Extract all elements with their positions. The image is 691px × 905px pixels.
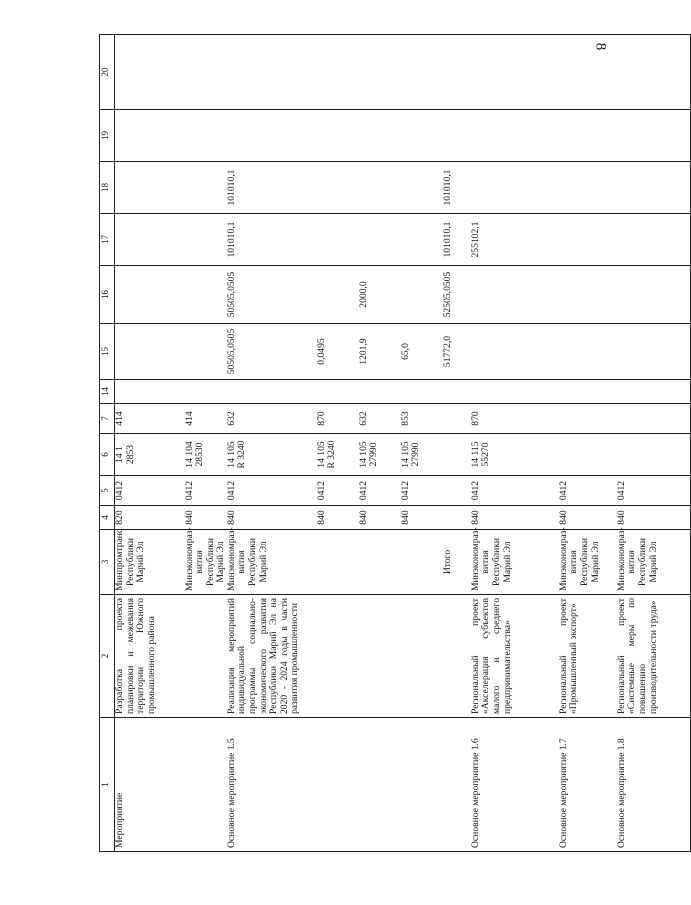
table-cell-c7: 870 [317,404,359,434]
table-row [115,35,185,852]
table-cell-c1: Основное мероприятие 1.7 [559,718,617,852]
table-cell-c1 [443,718,471,852]
table-cell-c2 [359,595,401,718]
table-cell-c2 [185,595,227,718]
table-cell-c1 [359,718,401,852]
table-cell-c14 [471,380,559,404]
table-cell-c2: Реализация мероприятий индивидуальной программы социально-экономического развития Республики Марий Эл на 2020 - 2024 годы в части развития промышленности [227,595,317,718]
table-cell-c7: 414 [115,404,185,434]
table-cell-c15 [115,324,185,380]
table-cell-c1: Основное мероприятие 1.6 [471,718,559,852]
table-cell-c5: 0412 [617,476,691,506]
table-cell-c19 [317,110,359,162]
table-cell-c4: 840 [359,506,401,530]
table-cell-c1: Мероприятие [115,718,185,852]
table-cell-c20 [471,35,559,110]
table-cell-c4: 820 [115,506,185,530]
table-cell-c17: 101010,1 [227,214,317,266]
table-cell-c4: 840 [617,506,691,530]
col-header: 16 [100,266,115,324]
table-cell-c15: 0,0495 [317,324,359,380]
col-header: 18 [100,162,115,214]
table-cell-c15: 50505,0505 [227,324,317,380]
table-cell-c16 [317,266,359,324]
table-cell-c20 [227,35,317,110]
table-cell-c14 [115,380,185,404]
table-cell-c14 [317,380,359,404]
table-cell-c6: 14 104 28530 [185,434,227,476]
table-cell-c20 [617,35,691,110]
table-cell-c16 [401,266,443,324]
table-cell-c2: Разработка проекта планировки и межевания территории Южного промышленного района [115,595,185,718]
table-cell-c14 [227,380,317,404]
table-cell-c3 [359,530,401,595]
table-cell-c7 [559,404,617,434]
table-row [443,35,471,852]
table-cell-c3: Минпромтранс Республики Марий Эл [115,530,185,595]
col-header: 17 [100,214,115,266]
table-cell-c19 [617,110,691,162]
col-header: 3 [100,530,115,595]
table-cell-c16: 2000,0 [359,266,401,324]
table-cell-c20 [359,35,401,110]
table-cell-c15 [471,324,559,380]
table-cell-c16 [471,266,559,324]
table-cell-c15 [559,324,617,380]
table-cell-c7 [443,404,471,434]
header-row [100,35,115,852]
page-number: 8 [592,42,609,51]
col-header: 4 [100,506,115,530]
table-cell-c2: Региональный проект «Акселерация субъектов малого и среднего предпринимательства» [471,595,559,718]
table-cell-c1 [185,718,227,852]
col-header: 2 [100,595,115,718]
table-cell-c15 [185,324,227,380]
table-cell-c16 [559,266,617,324]
table-body [115,35,691,852]
table-cell-c14 [359,380,401,404]
table-cell-c2 [443,595,471,718]
table-cell-c5: 0412 [401,476,443,506]
table-cell-c17 [115,214,185,266]
table-cell-c6: 14 105 R 3240 [227,434,317,476]
table-cell-c7: 632 [359,404,401,434]
table-cell-c4: 840 [401,506,443,530]
table-cell-c2 [401,595,443,718]
table-cell-c5: 0412 [359,476,401,506]
table-cell-c6: 14 105 27990 [359,434,401,476]
table-cell-c17 [401,214,443,266]
table-cell-c4: 840 [559,506,617,530]
col-header: 19 [100,110,115,162]
table-cell-c20 [401,35,443,110]
table-row [471,35,559,852]
table-cell-c4: 840 [185,506,227,530]
table-cell-c19 [359,110,401,162]
table-cell-c14 [559,380,617,404]
table-cell-c20 [443,35,471,110]
table-cell-c2: Региональный проект «Системные меры по повышению производительности труда» [617,595,691,718]
table-cell-c15: 51772,0 [443,324,471,380]
table-cell-c19 [559,110,617,162]
table-cell-c5: 0412 [317,476,359,506]
table-cell-c20 [115,35,185,110]
table-cell-c17 [317,214,359,266]
col-header: 20 [100,35,115,110]
table-cell-c19 [443,110,471,162]
table-cell-c1 [401,718,443,852]
table-cell-c18 [185,162,227,214]
table-cell-c2: Региональный проект «Промышленный экспорт» [559,595,617,718]
col-header: 6 [100,434,115,476]
table-cell-c15: 1201,9 [359,324,401,380]
table-cell-c5: 0412 [185,476,227,506]
table-cell-c15 [617,324,691,380]
table-row [317,35,359,852]
col-header: 15 [100,324,115,380]
table-cell-c16 [185,266,227,324]
col-header: 1 [100,718,115,852]
table-cell-c5: 0412 [115,476,185,506]
table-cell-c3 [401,530,443,595]
table-cell-c2 [317,595,359,718]
table-cell-c14 [401,380,443,404]
table-cell-c18 [317,162,359,214]
table-cell-c20 [559,35,617,110]
table-cell-c6 [617,434,691,476]
table-cell-c18: 101010,1 [227,162,317,214]
table-cell-c7: 870 [471,404,559,434]
table-cell-c3 [317,530,359,595]
table-cell-c7: 632 [227,404,317,434]
table-row [227,35,317,852]
table-cell-c7: 414 [185,404,227,434]
table-cell-c5: 0412 [471,476,559,506]
table-cell-c6 [443,434,471,476]
table-cell-c3: Минэкономраз-вития Республики Марий Эл [471,530,559,595]
table-cell-c6: 14 115 55270 [471,434,559,476]
table-cell-c16: 50505,0505 [227,266,317,324]
table-cell-c20 [185,35,227,110]
table-cell-c19 [185,110,227,162]
table-cell-c14 [443,380,471,404]
table-cell-c17 [617,214,691,266]
table-cell-c20 [317,35,359,110]
table-cell-c1: Основное мероприятие 1.8 [617,718,691,852]
budget-table [99,34,691,852]
table-row [559,35,617,852]
table-cell-c14 [617,380,691,404]
table-row [185,35,227,852]
table-cell-c18 [401,162,443,214]
table-cell-c4: 840 [317,506,359,530]
col-header: 7 [100,404,115,434]
table-cell-c5 [443,476,471,506]
table-cell-c16 [617,266,691,324]
table-cell-c18 [471,162,559,214]
table-cell-c19 [115,110,185,162]
table-cell-c17: 101010,1 [443,214,471,266]
table-row [359,35,401,852]
table-cell-c18 [115,162,185,214]
table-row [401,35,443,852]
table-cell-c1: Основное мероприятие 1.5 [227,718,317,852]
table-cell-c4 [443,506,471,530]
table-cell-c17 [559,214,617,266]
table-cell-c3: Минэкономраз-вития Республики Марий Эл [185,530,227,595]
table-cell-c19 [227,110,317,162]
table-cell-c6: 14 1 2853 [115,434,185,476]
table-cell-c3: Минэкономраз-вития Республики Марий Эл [617,530,691,595]
table-cell-c19 [471,110,559,162]
table-cell-c16 [115,266,185,324]
table-cell-c1 [317,718,359,852]
table-cell-c4: 840 [471,506,559,530]
table-cell-c7 [617,404,691,434]
table-cell-c19 [401,110,443,162]
table-cell-c4: 840 [227,506,317,530]
col-header: 5 [100,476,115,506]
table-cell-c18 [559,162,617,214]
table-cell-c6 [559,434,617,476]
table-cell-c6: 14 105 R 3240 [317,434,359,476]
table-row [617,35,691,852]
table-cell-c3: Итого [443,530,471,595]
table-cell-c18 [359,162,401,214]
col-header: 14 [100,380,115,404]
table-cell-c15: 65,0 [401,324,443,380]
table-cell-c5: 0412 [227,476,317,506]
table-cell-c6: 14 105 27990 [401,434,443,476]
table-cell-c14 [185,380,227,404]
table-cell-c18 [617,162,691,214]
table-cell-c18: 101010,1 [443,162,471,214]
table-cell-c16: 52505,0505 [443,266,471,324]
table-cell-c5: 0412 [559,476,617,506]
rotated-table-wrapper [99,35,659,852]
table-cell-c3: Минэкономраз-вития Республики Марий Эл [227,530,317,595]
table-cell-c3: Минэкономраз-вития Республики Марий Эл [559,530,617,595]
table-cell-c17: 255102,1 [471,214,559,266]
table-cell-c17 [359,214,401,266]
table-cell-c7: 853 [401,404,443,434]
table-cell-c17 [185,214,227,266]
